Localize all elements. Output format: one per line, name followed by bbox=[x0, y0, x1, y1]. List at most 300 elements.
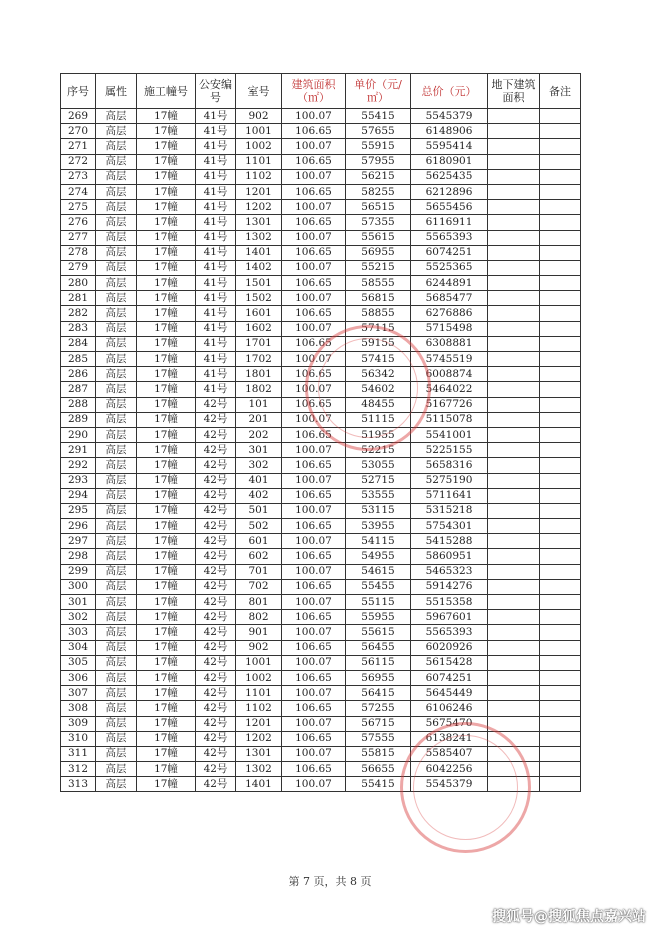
cell-total-price: 5545379 bbox=[411, 777, 488, 792]
cell-police-number: 41号 bbox=[196, 184, 236, 199]
cell-remarks bbox=[540, 109, 581, 124]
cell-seq: 295 bbox=[61, 503, 96, 518]
cell-area: 106.65 bbox=[282, 336, 346, 351]
cell-attribute: 高层 bbox=[96, 458, 137, 473]
cell-seq: 298 bbox=[61, 549, 96, 564]
cell-underground-area bbox=[488, 321, 540, 336]
cell-total-price: 5645449 bbox=[411, 686, 488, 701]
cell-underground-area bbox=[488, 503, 540, 518]
cell-attribute: 高层 bbox=[96, 230, 137, 245]
cell-unit-price: 55815 bbox=[346, 746, 411, 761]
cell-total-price: 5711641 bbox=[411, 488, 488, 503]
cell-remarks bbox=[540, 397, 581, 412]
cell-police-number: 41号 bbox=[196, 382, 236, 397]
cell-room: 702 bbox=[236, 579, 282, 594]
table-row bbox=[61, 382, 581, 397]
cell-room: 1301 bbox=[236, 746, 282, 761]
cell-building: 17幢 bbox=[137, 245, 196, 260]
cell-total-price: 5655456 bbox=[411, 200, 488, 215]
cell-underground-area bbox=[488, 579, 540, 594]
cell-seq: 278 bbox=[61, 245, 96, 260]
cell-underground-area bbox=[488, 655, 540, 670]
cell-police-number: 42号 bbox=[196, 427, 236, 442]
cell-area: 100.07 bbox=[282, 139, 346, 154]
cell-total-price: 5465323 bbox=[411, 564, 488, 579]
cell-area: 100.07 bbox=[282, 200, 346, 215]
cell-underground-area bbox=[488, 762, 540, 777]
cell-area: 100.07 bbox=[282, 291, 346, 306]
cell-attribute: 高层 bbox=[96, 670, 137, 685]
cell-underground-area bbox=[488, 640, 540, 655]
cell-room: 1002 bbox=[236, 139, 282, 154]
table-row bbox=[61, 200, 581, 215]
cell-area: 106.65 bbox=[282, 276, 346, 291]
cell-police-number: 42号 bbox=[196, 473, 236, 488]
cell-building: 17幢 bbox=[137, 746, 196, 761]
cell-seq: 283 bbox=[61, 321, 96, 336]
cell-police-number: 42号 bbox=[196, 503, 236, 518]
cell-area: 100.07 bbox=[282, 655, 346, 670]
cell-remarks bbox=[540, 367, 581, 382]
cell-building: 17幢 bbox=[137, 595, 196, 610]
header-remarks: 备注 bbox=[540, 74, 581, 109]
cell-remarks bbox=[540, 762, 581, 777]
cell-remarks bbox=[540, 686, 581, 701]
cell-seq: 313 bbox=[61, 777, 96, 792]
cell-seq: 290 bbox=[61, 427, 96, 442]
cell-underground-area bbox=[488, 670, 540, 685]
table-row bbox=[61, 534, 581, 549]
cell-building: 17幢 bbox=[137, 458, 196, 473]
cell-seq: 279 bbox=[61, 260, 96, 275]
cell-remarks bbox=[540, 200, 581, 215]
cell-police-number: 41号 bbox=[196, 245, 236, 260]
cell-total-price: 6116911 bbox=[411, 215, 488, 230]
cell-underground-area bbox=[488, 109, 540, 124]
cell-room: 401 bbox=[236, 473, 282, 488]
cell-room: 601 bbox=[236, 534, 282, 549]
cell-underground-area bbox=[488, 291, 540, 306]
cell-unit-price: 58555 bbox=[346, 276, 411, 291]
cell-underground-area bbox=[488, 184, 540, 199]
cell-total-price: 5595414 bbox=[411, 139, 488, 154]
cell-remarks bbox=[540, 184, 581, 199]
cell-room: 201 bbox=[236, 412, 282, 427]
cell-underground-area bbox=[488, 731, 540, 746]
cell-remarks bbox=[540, 655, 581, 670]
cell-seq: 299 bbox=[61, 564, 96, 579]
cell-underground-area bbox=[488, 245, 540, 260]
cell-room: 1601 bbox=[236, 306, 282, 321]
cell-room: 901 bbox=[236, 625, 282, 640]
cell-attribute: 高层 bbox=[96, 716, 137, 731]
cell-unit-price: 57555 bbox=[346, 731, 411, 746]
cell-unit-price: 51115 bbox=[346, 412, 411, 427]
cell-total-price: 5525365 bbox=[411, 260, 488, 275]
cell-building: 17幢 bbox=[137, 306, 196, 321]
cell-room: 1101 bbox=[236, 154, 282, 169]
cell-total-price: 5675470 bbox=[411, 716, 488, 731]
cell-remarks bbox=[540, 731, 581, 746]
cell-area: 106.65 bbox=[282, 670, 346, 685]
cell-building: 17幢 bbox=[137, 230, 196, 245]
cell-building: 17幢 bbox=[137, 200, 196, 215]
cell-area: 106.65 bbox=[282, 397, 346, 412]
cell-seq: 286 bbox=[61, 367, 96, 382]
cell-police-number: 41号 bbox=[196, 306, 236, 321]
cell-seq: 294 bbox=[61, 488, 96, 503]
cell-police-number: 42号 bbox=[196, 549, 236, 564]
cell-building: 17幢 bbox=[137, 655, 196, 670]
table-row bbox=[61, 124, 581, 139]
cell-attribute: 高层 bbox=[96, 488, 137, 503]
cell-police-number: 41号 bbox=[196, 109, 236, 124]
cell-total-price: 5225155 bbox=[411, 443, 488, 458]
cell-underground-area bbox=[488, 200, 540, 215]
cell-area: 106.65 bbox=[282, 701, 346, 716]
table-row bbox=[61, 625, 581, 640]
table-row bbox=[61, 443, 581, 458]
cell-area: 106.65 bbox=[282, 458, 346, 473]
cell-unit-price: 56115 bbox=[346, 655, 411, 670]
cell-remarks bbox=[540, 579, 581, 594]
cell-building: 17幢 bbox=[137, 701, 196, 716]
cell-total-price: 5545379 bbox=[411, 109, 488, 124]
cell-unit-price: 56515 bbox=[346, 200, 411, 215]
cell-total-price: 6308881 bbox=[411, 336, 488, 351]
cell-building: 17幢 bbox=[137, 625, 196, 640]
cell-remarks bbox=[540, 716, 581, 731]
cell-room: 1501 bbox=[236, 276, 282, 291]
table-row bbox=[61, 503, 581, 518]
cell-attribute: 高层 bbox=[96, 169, 137, 184]
cell-remarks bbox=[540, 701, 581, 716]
cell-building: 17幢 bbox=[137, 169, 196, 184]
cell-remarks bbox=[540, 412, 581, 427]
cell-police-number: 42号 bbox=[196, 397, 236, 412]
cell-police-number: 42号 bbox=[196, 595, 236, 610]
cell-underground-area bbox=[488, 230, 540, 245]
table-row bbox=[61, 306, 581, 321]
cell-unit-price: 55215 bbox=[346, 260, 411, 275]
cell-total-price: 5967601 bbox=[411, 610, 488, 625]
cell-unit-price: 55415 bbox=[346, 777, 411, 792]
cell-seq: 289 bbox=[61, 412, 96, 427]
cell-police-number: 42号 bbox=[196, 701, 236, 716]
header-building: 施工幢号 bbox=[137, 74, 196, 109]
cell-room: 902 bbox=[236, 640, 282, 655]
cell-underground-area bbox=[488, 306, 540, 321]
table-row bbox=[61, 291, 581, 306]
cell-attribute: 高层 bbox=[96, 200, 137, 215]
table-row bbox=[61, 336, 581, 351]
table-row bbox=[61, 701, 581, 716]
cell-building: 17幢 bbox=[137, 124, 196, 139]
cell-unit-price: 59155 bbox=[346, 336, 411, 351]
cell-total-price: 5585407 bbox=[411, 746, 488, 761]
table-row bbox=[61, 109, 581, 124]
cell-unit-price: 53955 bbox=[346, 519, 411, 534]
cell-seq: 280 bbox=[61, 276, 96, 291]
cell-police-number: 42号 bbox=[196, 762, 236, 777]
cell-underground-area bbox=[488, 427, 540, 442]
cell-room: 802 bbox=[236, 610, 282, 625]
cell-police-number: 41号 bbox=[196, 139, 236, 154]
cell-unit-price: 57255 bbox=[346, 701, 411, 716]
cell-area: 100.07 bbox=[282, 564, 346, 579]
cell-attribute: 高层 bbox=[96, 382, 137, 397]
cell-building: 17幢 bbox=[137, 777, 196, 792]
cell-area: 100.07 bbox=[282, 260, 346, 275]
cell-remarks bbox=[540, 230, 581, 245]
table-row bbox=[61, 412, 581, 427]
cell-police-number: 41号 bbox=[196, 291, 236, 306]
table-row bbox=[61, 139, 581, 154]
cell-unit-price: 56655 bbox=[346, 762, 411, 777]
cell-police-number: 42号 bbox=[196, 443, 236, 458]
cell-attribute: 高层 bbox=[96, 534, 137, 549]
cell-room: 1201 bbox=[236, 184, 282, 199]
cell-remarks bbox=[540, 124, 581, 139]
cell-unit-price: 55915 bbox=[346, 139, 411, 154]
cell-unit-price: 55115 bbox=[346, 595, 411, 610]
cell-room: 1801 bbox=[236, 367, 282, 382]
cell-area: 100.07 bbox=[282, 625, 346, 640]
cell-room: 1401 bbox=[236, 777, 282, 792]
cell-attribute: 高层 bbox=[96, 276, 137, 291]
cell-room: 301 bbox=[236, 443, 282, 458]
cell-attribute: 高层 bbox=[96, 777, 137, 792]
cell-building: 17幢 bbox=[137, 549, 196, 564]
cell-underground-area bbox=[488, 382, 540, 397]
cell-total-price: 5715498 bbox=[411, 321, 488, 336]
header-area: 建筑面积（㎡） bbox=[282, 74, 346, 109]
cell-unit-price: 52715 bbox=[346, 473, 411, 488]
cell-police-number: 42号 bbox=[196, 534, 236, 549]
table-row bbox=[61, 184, 581, 199]
cell-underground-area bbox=[488, 124, 540, 139]
cell-attribute: 高层 bbox=[96, 352, 137, 367]
table-row bbox=[61, 564, 581, 579]
table-body bbox=[61, 109, 581, 792]
cell-seq: 277 bbox=[61, 230, 96, 245]
cell-total-price: 5745519 bbox=[411, 352, 488, 367]
cell-area: 100.07 bbox=[282, 503, 346, 518]
cell-seq: 273 bbox=[61, 169, 96, 184]
cell-total-price: 5685477 bbox=[411, 291, 488, 306]
cell-police-number: 42号 bbox=[196, 458, 236, 473]
cell-seq: 304 bbox=[61, 640, 96, 655]
cell-remarks bbox=[540, 549, 581, 564]
cell-building: 17幢 bbox=[137, 184, 196, 199]
cell-seq: 284 bbox=[61, 336, 96, 351]
cell-building: 17幢 bbox=[137, 215, 196, 230]
cell-room: 202 bbox=[236, 427, 282, 442]
cell-building: 17幢 bbox=[137, 534, 196, 549]
cell-area: 106.65 bbox=[282, 427, 346, 442]
cell-area: 106.65 bbox=[282, 519, 346, 534]
cell-seq: 312 bbox=[61, 762, 96, 777]
cell-underground-area bbox=[488, 276, 540, 291]
cell-seq: 311 bbox=[61, 746, 96, 761]
cell-attribute: 高层 bbox=[96, 746, 137, 761]
cell-attribute: 高层 bbox=[96, 655, 137, 670]
cell-police-number: 42号 bbox=[196, 655, 236, 670]
cell-total-price: 6008874 bbox=[411, 367, 488, 382]
cell-area: 106.65 bbox=[282, 610, 346, 625]
cell-seq: 271 bbox=[61, 139, 96, 154]
cell-underground-area bbox=[488, 458, 540, 473]
cell-underground-area bbox=[488, 595, 540, 610]
table-row bbox=[61, 154, 581, 169]
cell-total-price: 6148906 bbox=[411, 124, 488, 139]
cell-remarks bbox=[540, 670, 581, 685]
cell-room: 1702 bbox=[236, 352, 282, 367]
cell-seq: 272 bbox=[61, 154, 96, 169]
cell-unit-price: 55455 bbox=[346, 579, 411, 594]
cell-underground-area bbox=[488, 488, 540, 503]
cell-building: 17幢 bbox=[137, 291, 196, 306]
cell-unit-price: 56455 bbox=[346, 640, 411, 655]
cell-unit-price: 57415 bbox=[346, 352, 411, 367]
cell-attribute: 高层 bbox=[96, 321, 137, 336]
cell-unit-price: 55955 bbox=[346, 610, 411, 625]
cell-police-number: 42号 bbox=[196, 488, 236, 503]
cell-remarks bbox=[540, 139, 581, 154]
cell-area: 106.65 bbox=[282, 488, 346, 503]
cell-underground-area bbox=[488, 701, 540, 716]
cell-total-price: 5415288 bbox=[411, 534, 488, 549]
table-row bbox=[61, 473, 581, 488]
cell-area: 100.07 bbox=[282, 169, 346, 184]
cell-total-price: 6020926 bbox=[411, 640, 488, 655]
cell-total-price: 5658316 bbox=[411, 458, 488, 473]
cell-building: 17幢 bbox=[137, 260, 196, 275]
cell-underground-area bbox=[488, 716, 540, 731]
cell-building: 17幢 bbox=[137, 716, 196, 731]
cell-total-price: 5167726 bbox=[411, 397, 488, 412]
cell-building: 17幢 bbox=[137, 670, 196, 685]
cell-total-price: 5565393 bbox=[411, 625, 488, 640]
cell-attribute: 高层 bbox=[96, 473, 137, 488]
cell-seq: 302 bbox=[61, 610, 96, 625]
cell-total-price: 5464022 bbox=[411, 382, 488, 397]
cell-total-price: 6074251 bbox=[411, 245, 488, 260]
cell-underground-area bbox=[488, 336, 540, 351]
cell-total-price: 5315218 bbox=[411, 503, 488, 518]
cell-underground-area bbox=[488, 412, 540, 427]
cell-room: 1202 bbox=[236, 731, 282, 746]
cell-room: 1302 bbox=[236, 230, 282, 245]
header-total-price: 总价（元） bbox=[411, 74, 488, 109]
cell-police-number: 42号 bbox=[196, 412, 236, 427]
cell-underground-area bbox=[488, 610, 540, 625]
cell-underground-area bbox=[488, 564, 540, 579]
cell-attribute: 高层 bbox=[96, 564, 137, 579]
cell-area: 106.65 bbox=[282, 154, 346, 169]
cell-room: 602 bbox=[236, 549, 282, 564]
table-row bbox=[61, 276, 581, 291]
cell-unit-price: 57955 bbox=[346, 154, 411, 169]
cell-attribute: 高层 bbox=[96, 762, 137, 777]
cell-room: 1101 bbox=[236, 686, 282, 701]
header-police-number: 公安编号 bbox=[196, 74, 236, 109]
cell-seq: 288 bbox=[61, 397, 96, 412]
header-seq: 序号 bbox=[61, 74, 96, 109]
cell-underground-area bbox=[488, 352, 540, 367]
cell-underground-area bbox=[488, 397, 540, 412]
cell-area: 106.65 bbox=[282, 184, 346, 199]
cell-room: 1402 bbox=[236, 260, 282, 275]
cell-total-price: 6138241 bbox=[411, 731, 488, 746]
cell-police-number: 41号 bbox=[196, 260, 236, 275]
cell-area: 106.65 bbox=[282, 762, 346, 777]
table-row bbox=[61, 716, 581, 731]
cell-police-number: 41号 bbox=[196, 124, 236, 139]
cell-remarks bbox=[540, 443, 581, 458]
cell-underground-area bbox=[488, 169, 540, 184]
cell-area: 106.65 bbox=[282, 124, 346, 139]
cell-room: 101 bbox=[236, 397, 282, 412]
cell-seq: 270 bbox=[61, 124, 96, 139]
cell-attribute: 高层 bbox=[96, 184, 137, 199]
cell-building: 17幢 bbox=[137, 397, 196, 412]
cell-area: 100.07 bbox=[282, 777, 346, 792]
table-row bbox=[61, 731, 581, 746]
cell-attribute: 高层 bbox=[96, 215, 137, 230]
cell-room: 302 bbox=[236, 458, 282, 473]
cell-seq: 281 bbox=[61, 291, 96, 306]
cell-police-number: 41号 bbox=[196, 215, 236, 230]
cell-unit-price: 56415 bbox=[346, 686, 411, 701]
table-row bbox=[61, 367, 581, 382]
cell-unit-price: 57115 bbox=[346, 321, 411, 336]
cell-unit-price: 57355 bbox=[346, 215, 411, 230]
cell-room: 501 bbox=[236, 503, 282, 518]
cell-building: 17幢 bbox=[137, 367, 196, 382]
cell-police-number: 42号 bbox=[196, 519, 236, 534]
cell-attribute: 高层 bbox=[96, 306, 137, 321]
table-row bbox=[61, 595, 581, 610]
cell-remarks bbox=[540, 610, 581, 625]
cell-seq: 309 bbox=[61, 716, 96, 731]
cell-attribute: 高层 bbox=[96, 579, 137, 594]
cell-building: 17幢 bbox=[137, 382, 196, 397]
cell-remarks bbox=[540, 519, 581, 534]
cell-remarks bbox=[540, 154, 581, 169]
cell-building: 17幢 bbox=[137, 762, 196, 777]
cell-room: 1802 bbox=[236, 382, 282, 397]
cell-attribute: 高层 bbox=[96, 412, 137, 427]
cell-area: 106.65 bbox=[282, 215, 346, 230]
table-row bbox=[61, 169, 581, 184]
header-room: 室号 bbox=[236, 74, 282, 109]
cell-attribute: 高层 bbox=[96, 124, 137, 139]
cell-total-price: 6180901 bbox=[411, 154, 488, 169]
cell-remarks bbox=[540, 503, 581, 518]
cell-building: 17幢 bbox=[137, 321, 196, 336]
cell-total-price: 6212896 bbox=[411, 184, 488, 199]
cell-attribute: 高层 bbox=[96, 640, 137, 655]
cell-remarks bbox=[540, 352, 581, 367]
cell-building: 17幢 bbox=[137, 564, 196, 579]
cell-unit-price: 56815 bbox=[346, 291, 411, 306]
cell-police-number: 41号 bbox=[196, 200, 236, 215]
cell-remarks bbox=[540, 427, 581, 442]
cell-building: 17幢 bbox=[137, 731, 196, 746]
cell-underground-area bbox=[488, 139, 540, 154]
cell-area: 100.07 bbox=[282, 686, 346, 701]
